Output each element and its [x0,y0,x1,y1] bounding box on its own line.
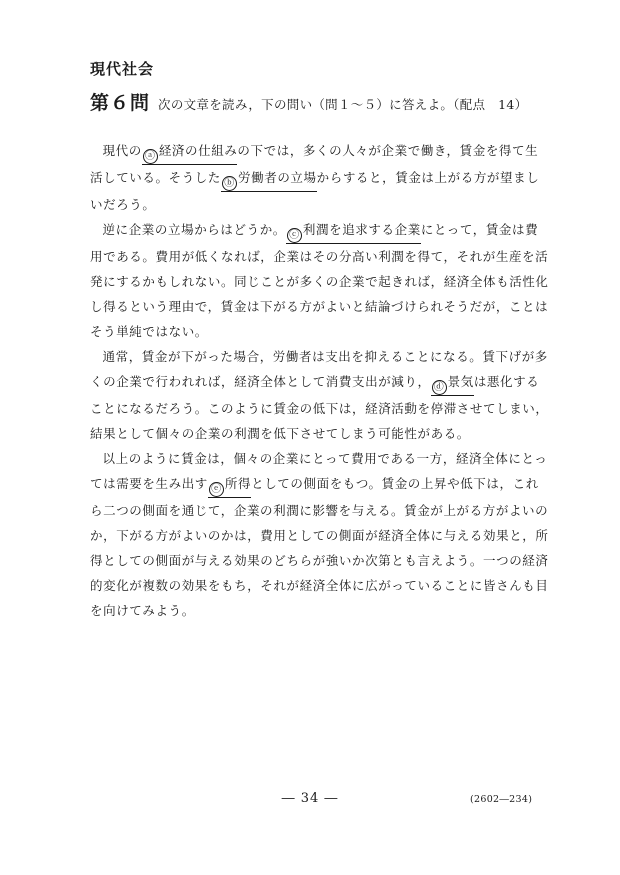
marker-e-icon: ⓔ [209,482,224,497]
term-text: 利潤を追求する企業 [302,222,421,237]
text-segment: は悪化することになるだろう。このように賃金の低下は，経済活動を停滞させてしまい，結果として個々の企業の利潤を低下させてしまう可能性がある。 [90,374,549,441]
paragraph-1 [90,138,550,217]
passage [90,138,550,623]
paragraph-2 [90,217,550,344]
text-segment: からすると，賃金は上がる方が望ましいだろう。 [90,170,540,212]
text-segment: 以上のように賃金は，個々の企業にとって費用である一方，経済全体にとっては需要を生み出す [90,451,548,491]
text-segment: にとって，賃金は費用である。費用が低くなれば，企業はその分高い利潤を得て，それが生産を活発にするかもしれない。同じことが多くの企業で起きれば，経済全体も活性化し得るという理由で，賃金は下がる方がよいと結論づけられそうだが，ことはそう単純ではない。 [90,222,549,339]
paragraph-3 [90,344,550,446]
question-number: 第６問 [90,92,151,114]
term-text: 経済の仕組み [158,143,238,158]
underlined-term-c [286,221,421,244]
text-segment: 通常，賃金が下がった場合，労働者は支出を抑えることになる。賃下げが多くの企業で行われれば，経済全体として消費支出が減り， [90,349,548,389]
underlined-term-e [208,475,251,498]
underlined-term-d [431,373,474,396]
document-code: (2602―234) [470,794,533,805]
text-segment: 逆に企業の立場からはどうか。 [102,222,286,237]
paragraph-4 [90,446,550,623]
marker-b-icon: ⓑ [222,176,237,191]
page-number: ― 34 ― [281,791,339,806]
marker-d-icon: ⓓ [432,380,447,395]
question-header [90,88,527,115]
term-text: 労働者の立場 [238,170,317,185]
marker-c-icon: ⓒ [287,228,302,243]
marker-a-icon: ⓐ [143,149,158,164]
question-instruction: 次の文章を読み，下の問い（問１～５）に答えよ。（配点 14） [158,97,528,112]
term-text: 景気 [447,374,474,389]
subject-title: 現代社会 [90,60,155,78]
text-segment: としての側面をもつ。賃金の上昇や低下は，これら二つの側面を通じて，企業の利潤に影響を与える。賃金が上がる方がよいのか，下がる方がよいのかは，費用としての側面が経済全体に与える効果と，所得としての側面が与える効果のどちらが強いか次第とも言えよう。一つの経済的変化が複数の効果をもち，それが経済全体に広がっていることに皆さんも目を向けてみよう。 [90,476,549,618]
underlined-term-b [221,169,317,192]
text-segment: の下では，多くの人々が企業で働き，賃金を得て生活している。そうした [90,143,539,185]
text-segment: 現代の [102,143,142,158]
underlined-term-a [142,142,238,165]
term-text: 所得 [224,476,252,491]
